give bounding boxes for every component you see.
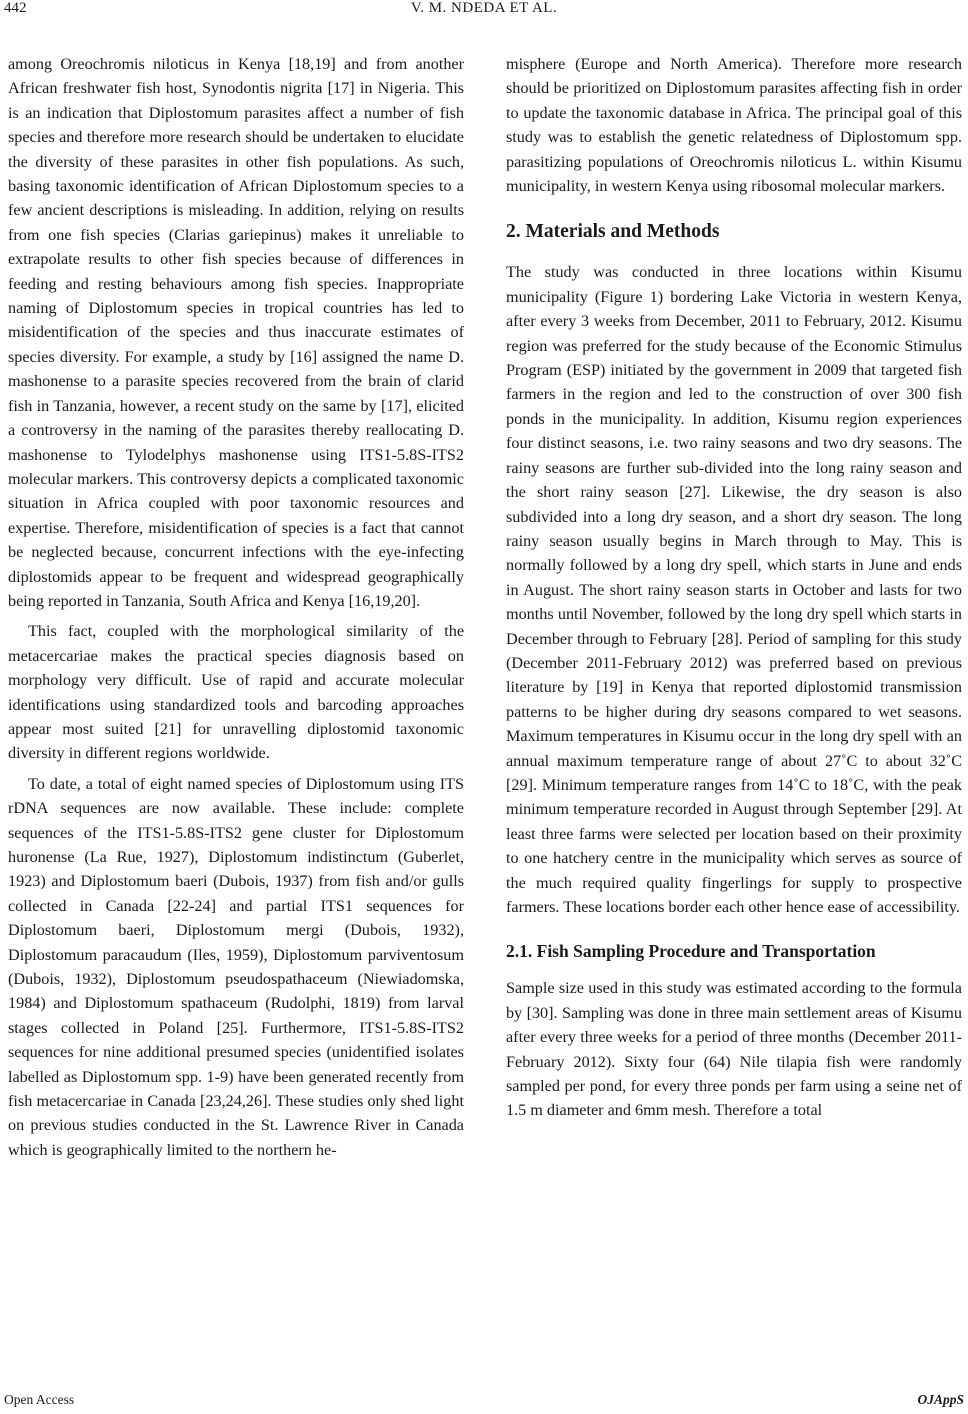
paragraph: among Oreochromis niloticus in Kenya [18,19] and from another African freshwater fish host, Synodontis nigrita [17] in Nigeria. This is an indication that Diplostomum parasites affect a number of fish species and therefore more research should be undertaken to elucidate the diversity of these parasites in other fish populations. As such, basing taxonomic identification of African Diplostomum species to a few ancient descriptions is misleading. In addition, relying on results from one fish species (Clarias gariepinus) makes it unreliable to extrapolate results to other fish species because of differences in feeding and resting behaviours among fish species. Inappropriate naming of Diplostomum species in tropical countries has led to misidentification of the species and thus inaccurate estimates of species diversity. For example, a study by [16] assigned the name D. mashonense to a parasite species recovered from the brain of clarid fish in Tanzania, however, a recent study on the same by [17], elicited a controversy in the naming of the parasites thereby reallocating D. mashonense to Tylodelphys mashonense using ITS1-5.8S-ITS2 molecular markers. This controversy depicts a complicated taxonomic situation in Africa coupled with poor taxonomic resources and expertise. Therefore, misidentification of species is a fact that cannot be neglected because, concurrent infections with the eye-infecting diplostomids appear to be frequent and widespread geographically being reported in Tanzania, South Africa and Kenya [16,19,20]. bbox=[8, 55, 464, 610]
subsection-heading: 2.1. Fish Sampling Procedure and Transportation bbox=[506, 941, 876, 962]
running-title: V. M. NDEDA ET AL. bbox=[410, 0, 558, 16]
footer-access-label: Open Access bbox=[4, 1392, 75, 1407]
page-number: 442 bbox=[4, 0, 27, 16]
left-column bbox=[8, 52, 464, 1168]
right-column bbox=[506, 52, 962, 1129]
paragraph: Sample size used in this study was estimated according to the formula by [30]. Sampling was done in three main settlement areas of Kisumu after every three weeks for a period of three months (December 2011-February 2012). Sixty four (64) Nile tilapia fish were randomly sampled per pond, for every three ponds per farm using a seine net of 1.5 m diameter and 6mm mesh. Therefore a total bbox=[506, 979, 962, 1120]
paragraph: To date, a total of eight named species of Diplostomum using ITS rDNA sequences are now available. These include: complete sequences of the ITS1-5.8S-ITS2 gene cluster for Diplostomum huronense (La Rue, 1927), Diplostomum indistinctum (Guberlet, 1923) and Diplostomum baeri (Dubois, 1937) from fish and/or gulls collected in Canada [22-24] and partial ITS1 sequences for Diplostomum baeri, Diplostomum mergi (Dubois, 1932), Diplostomum paracaudum (Iles, 1959), Diplostomum parviventosum (Dubois, 1932), Diplostomum pseudospathaceum (Niewiadomska, 1984) and Diplostomum spathaceum (Rudolphi, 1819) from larval stages collected in Poland [25]. Furthermore, ITS1-5.8S-ITS2 sequences for nine additional presumed species (unidentified isolates labelled as Diplostomum spp. 1-9) have been generated recently from fish metacercariae in Canada [23,24,26]. These studies only shed light on previous studies conducted in the St. Lawrence River in Canada which is geographically limited to the northern he- bbox=[8, 774, 464, 1159]
section-heading: 2. Materials and Methods bbox=[506, 221, 720, 243]
footer-journal-name: OJAppS bbox=[917, 1392, 964, 1407]
paragraph: misphere (Europe and North America). Therefore more research should be prioritized on Diplostomum parasites affecting fish in order to update the taxonomic database in Africa. The principal goal of this study was to establish the genetic relatedness of Diplostomum spp. parasitizing populations of Oreochromis niloticus L. within Kisumu municipality, in western Kenya using ribosomal molecular markers. bbox=[506, 55, 962, 196]
paragraph: This fact, coupled with the morphological similarity of the metacercariae makes the practical species diagnosis based on morphology very difficult. Use of rapid and accurate molecular identifications using standardized tools and barcoding approaches appear most suited [21] for unravelling diplostomid taxonomic diversity in different regions worldwide. bbox=[8, 622, 464, 763]
paragraph: The study was conducted in three locations within Kisumu municipality (Figure 1) bordering Lake Victoria in western Kenya, after every 3 weeks from December, 2011 to February, 2012. Kisumu region was preferred for the study because of the Economic Stimulus Program (ESP) initiated by the government in 2009 that targeted fish farmers in the region and led to the construction of over 300 fish ponds in the municipality. In addition, Kisumu region experiences four distinct seasons, i.e. two rainy seasons and two dry seasons. The rainy seasons are further sub-divided into the long rainy season and the short rainy season [27]. Likewise, the dry season is also subdivided into a long dry season, and a short dry season. The long rainy season usually begins in March through to May. This is normally followed by a long dry spell, which starts in June and ends in August. The short rainy season starts in October and lasts for two months until November, followed by the long dry spell which starts in December through to February [28]. Period of sampling for this study (December 2011-February 2012) was preferred based on previous literature by [19] in Kenya that reported diplostomid transmission patterns to be higher during dry seasons compared to wet seasons. Maximum temperatures in Kisumu occur in the long dry spell with an annual maximum temperature range of about 27˚C to about 32˚C [29]. Minimum temperature ranges from 14˚C to 18˚C, with the peak minimum temperature recorded in August through September [29]. At least three farms were selected per location based on their proximity to one hatchery centre in the municipality which serves as source of the much required quality fingerlings for supply to prospective farmers. These locations border each other hence ease of accessibility. bbox=[506, 263, 962, 916]
